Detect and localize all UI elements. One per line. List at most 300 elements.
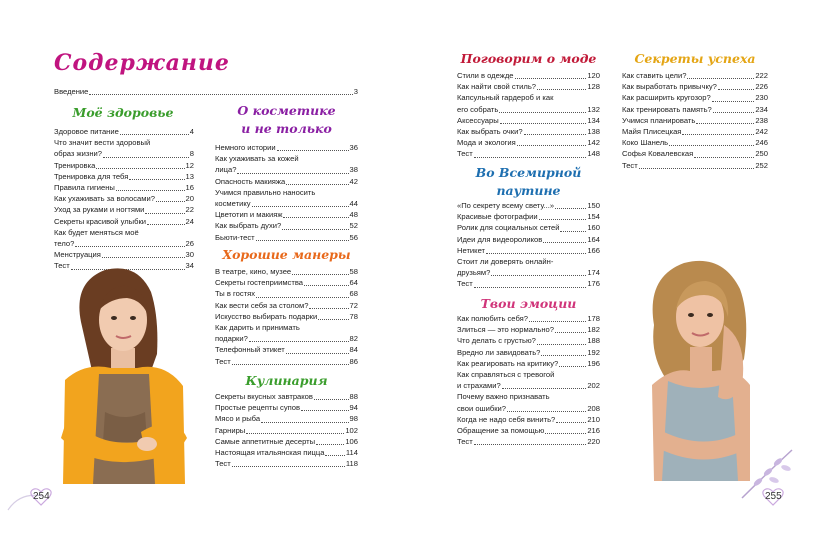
toc-page: 230 bbox=[755, 93, 768, 103]
section-title-cosmetics-1: О косметике bbox=[237, 103, 336, 118]
dot-leader bbox=[555, 332, 586, 333]
toc-title: В театре, кино, музее bbox=[215, 267, 292, 276]
toc-page: 164 bbox=[587, 234, 600, 244]
toc-entry bbox=[457, 245, 600, 256]
toc-title: подарки? bbox=[215, 334, 248, 344]
toc-page: 8 bbox=[189, 149, 194, 159]
dot-leader bbox=[515, 78, 587, 79]
toc-page: 16 bbox=[185, 183, 194, 193]
toc-page: 68 bbox=[349, 289, 358, 299]
toc-entry bbox=[457, 403, 600, 414]
dot-leader bbox=[669, 145, 754, 146]
toc-page: 250 bbox=[755, 149, 768, 159]
toc-entry bbox=[215, 402, 358, 413]
toc-entry bbox=[54, 227, 194, 238]
dot-leader bbox=[292, 274, 348, 275]
dot-leader bbox=[474, 157, 587, 158]
toc-page: 36 bbox=[349, 143, 358, 152]
toc-entry bbox=[215, 232, 358, 243]
toc-page: 226 bbox=[755, 82, 768, 92]
toc-page: 24 bbox=[185, 216, 194, 226]
section-title-success: Секреты успеха bbox=[634, 51, 756, 66]
toc-entry bbox=[215, 198, 358, 209]
toc-title: лица? bbox=[215, 165, 237, 175]
toc-entry bbox=[54, 216, 194, 227]
toc-page: 34 bbox=[185, 261, 194, 271]
toc-entry bbox=[622, 126, 768, 137]
toc-title: Уход за руками и ногтями bbox=[54, 205, 145, 215]
toc-title: Как будет меняться моё bbox=[54, 227, 139, 237]
toc-title: Бьюти-тест bbox=[215, 232, 255, 242]
toc-title: Менструация bbox=[54, 250, 101, 260]
toc-title: его собрать bbox=[457, 104, 499, 114]
toc-title: Аксессуары bbox=[457, 115, 499, 125]
toc-list-emotions bbox=[457, 313, 600, 447]
page-number-right: 255 bbox=[765, 491, 782, 502]
dot-leader bbox=[539, 219, 587, 220]
toc-entry bbox=[457, 126, 600, 137]
toc-title: Как выбрать духи? bbox=[215, 221, 282, 231]
section-title-cosmetics-2: и не только bbox=[241, 121, 332, 136]
toc-entry bbox=[54, 249, 194, 260]
toc-entry bbox=[215, 164, 358, 175]
toc-page: 22 bbox=[185, 205, 194, 215]
toc-page: 138 bbox=[587, 127, 600, 137]
toc-title: Как справляться с тревогой bbox=[457, 370, 555, 380]
toc-title: образ жизни? bbox=[54, 149, 102, 159]
toc-entry bbox=[215, 142, 358, 153]
toc-entry bbox=[457, 369, 600, 380]
dot-leader bbox=[103, 157, 189, 158]
toc-list-fashion bbox=[457, 70, 600, 160]
toc-page: 20 bbox=[185, 194, 194, 204]
toc-entry bbox=[457, 425, 600, 436]
dot-leader bbox=[102, 257, 185, 258]
toc-title: Нетикет bbox=[457, 245, 486, 255]
toc-title: Введение bbox=[54, 87, 89, 96]
dot-leader bbox=[499, 112, 586, 113]
toc-entry bbox=[54, 182, 194, 193]
toc-page: 42 bbox=[349, 176, 358, 186]
toc-title: Как ставить цели? bbox=[622, 71, 687, 80]
toc-page: 114 bbox=[345, 448, 358, 458]
dot-leader bbox=[318, 319, 348, 320]
girl-photo-left bbox=[55, 262, 195, 484]
toc-title: Как выбрать очки? bbox=[457, 127, 523, 137]
toc-title: Что значит вести здоровый bbox=[54, 138, 151, 148]
toc-entry bbox=[215, 153, 358, 164]
toc-title: Тест bbox=[54, 261, 70, 271]
dot-leader bbox=[256, 297, 349, 298]
toc-entry bbox=[457, 358, 600, 369]
toc-page: 160 bbox=[587, 223, 600, 233]
toc-page: 154 bbox=[587, 212, 600, 222]
toc-entry bbox=[622, 137, 768, 148]
dot-leader bbox=[537, 89, 586, 90]
toc-title: Ролик для социальных сетей bbox=[457, 223, 560, 233]
toc-page: 142 bbox=[587, 138, 600, 148]
toc-entry bbox=[457, 234, 600, 245]
toc-entry bbox=[215, 277, 358, 288]
toc-page: 216 bbox=[587, 426, 600, 436]
toc-entry bbox=[215, 356, 358, 367]
toc-entry bbox=[54, 160, 194, 171]
dot-leader bbox=[314, 399, 349, 400]
toc-page: 166 bbox=[587, 245, 600, 255]
toc-page: 120 bbox=[587, 71, 600, 80]
toc-title: Вредно ли завидовать? bbox=[457, 347, 541, 357]
toc-entry bbox=[622, 70, 768, 81]
toc-page: 128 bbox=[587, 82, 600, 92]
toc-title: Настоящая итальянская пицца bbox=[215, 448, 325, 458]
toc-entry bbox=[457, 70, 600, 81]
dot-leader bbox=[694, 157, 754, 158]
dot-leader bbox=[712, 101, 755, 102]
toc-title: Тест bbox=[215, 356, 231, 366]
dot-leader bbox=[249, 341, 349, 342]
toc-entry bbox=[215, 436, 358, 447]
toc-page: 98 bbox=[349, 414, 358, 424]
toc-page: 44 bbox=[349, 199, 358, 209]
toc-entry bbox=[457, 267, 600, 278]
toc-page: 86 bbox=[349, 356, 358, 366]
section-title-fashion: Поговорим о моде bbox=[460, 51, 597, 66]
toc-page: 208 bbox=[587, 403, 600, 413]
toc-title: Мода и экология bbox=[457, 138, 516, 148]
toc-title: Телефонный этикет bbox=[215, 345, 285, 355]
toc-page: 246 bbox=[755, 138, 768, 148]
section-title-web-2: паутине bbox=[496, 183, 561, 198]
toc-page: 222 bbox=[755, 71, 768, 80]
section-title-web-1: Во Всемирной bbox=[475, 165, 582, 180]
toc-page: 94 bbox=[349, 403, 358, 413]
toc-page: 82 bbox=[349, 334, 358, 344]
toc-title: Когда не надо себя винить? bbox=[457, 414, 556, 424]
toc-page: 58 bbox=[349, 267, 358, 276]
toc-title: Мясо и рыба bbox=[215, 414, 261, 424]
toc-page: 38 bbox=[349, 165, 358, 175]
toc-page: 188 bbox=[587, 336, 600, 346]
toc-page: 210 bbox=[587, 414, 600, 424]
toc-title: Тест bbox=[457, 149, 473, 159]
dot-leader bbox=[474, 444, 587, 445]
dot-leader bbox=[237, 173, 348, 174]
dot-leader bbox=[474, 287, 587, 288]
toc-title: Тренировка для тебя bbox=[54, 171, 129, 181]
dot-leader bbox=[486, 253, 586, 254]
toc-title: Как вести себя за столом? bbox=[215, 300, 309, 310]
dot-leader bbox=[491, 275, 586, 276]
toc-entry bbox=[54, 171, 194, 182]
toc-title: Как дарить и принимать bbox=[215, 323, 300, 333]
toc-title: косметику bbox=[215, 199, 251, 209]
toc-title: Как ухаживать за кожей bbox=[215, 154, 299, 164]
toc-title: Капсульный гардероб и как bbox=[457, 93, 554, 103]
toc-list-health bbox=[54, 126, 194, 272]
toc-page: 242 bbox=[755, 127, 768, 137]
toc-entry bbox=[457, 81, 600, 92]
dot-leader bbox=[283, 217, 348, 218]
dot-leader bbox=[543, 242, 586, 243]
toc-title: Обращение за помощью bbox=[457, 426, 545, 436]
toc-page: 192 bbox=[587, 347, 600, 357]
toc-title: Идеи для видеороликов bbox=[457, 234, 543, 244]
toc-entry bbox=[457, 256, 600, 267]
toc-entry bbox=[622, 148, 768, 159]
toc-title: Ты в гостях bbox=[215, 289, 256, 299]
toc-entry bbox=[457, 436, 600, 447]
toc-entry bbox=[54, 137, 194, 148]
toc-page: 102 bbox=[345, 425, 358, 435]
toc-entry bbox=[215, 176, 358, 187]
dot-leader bbox=[639, 168, 755, 169]
dot-leader bbox=[145, 213, 184, 214]
toc-title: Что делать с грустью? bbox=[457, 336, 536, 346]
toc-entry bbox=[457, 92, 600, 103]
toc-page: 150 bbox=[587, 201, 600, 210]
toc-title: Искусство выбирать подарки bbox=[215, 311, 318, 321]
toc-page: 118 bbox=[345, 459, 358, 469]
toc-page: 178 bbox=[587, 314, 600, 323]
toc-title: Как полюбить себя? bbox=[457, 314, 528, 323]
dot-leader bbox=[286, 353, 349, 354]
section-title-health: Моё здоровье bbox=[72, 105, 174, 120]
toc-entry bbox=[457, 115, 600, 126]
toc-title: Цветотип и макияж bbox=[215, 210, 283, 220]
page-number-left: 254 bbox=[33, 491, 50, 502]
toc-entry bbox=[215, 447, 358, 458]
dot-leader bbox=[507, 411, 586, 412]
toc-entry bbox=[622, 81, 768, 92]
toc-entry bbox=[457, 148, 600, 159]
toc-entry bbox=[54, 126, 194, 137]
dot-leader bbox=[261, 422, 348, 423]
toc-entry bbox=[457, 104, 600, 115]
toc-page: 148 bbox=[587, 149, 600, 159]
dot-leader bbox=[713, 112, 755, 113]
toc-entry bbox=[215, 209, 358, 220]
toc-page: 26 bbox=[185, 239, 194, 249]
dot-leader bbox=[129, 179, 184, 180]
toc-entry bbox=[457, 335, 600, 346]
toc-title: Злиться — это нормально? bbox=[457, 325, 554, 335]
dot-leader bbox=[277, 150, 349, 151]
section-title-emotions: Твои эмоции bbox=[480, 296, 577, 311]
toc-entry bbox=[215, 288, 358, 299]
toc-title: Тест bbox=[215, 459, 231, 469]
toc-title: Секреты вкусных завтраков bbox=[215, 392, 313, 401]
toc-title: Самые аппетитные десерты bbox=[215, 436, 316, 446]
toc-page: 174 bbox=[587, 268, 600, 278]
toc-page: 52 bbox=[349, 221, 358, 231]
toc-title: Тест bbox=[622, 160, 638, 170]
toc-page: 72 bbox=[349, 300, 358, 310]
dot-leader bbox=[545, 433, 586, 434]
toc-entry bbox=[215, 458, 358, 469]
dot-leader bbox=[541, 355, 586, 356]
dot-leader bbox=[524, 134, 587, 135]
toc-entry bbox=[457, 347, 600, 358]
toc-page: 176 bbox=[587, 279, 600, 289]
dot-leader bbox=[286, 184, 348, 185]
toc-entry bbox=[457, 391, 600, 402]
toc-entry bbox=[215, 344, 358, 355]
toc-title: Правила гигиены bbox=[54, 183, 115, 193]
toc-entry bbox=[457, 380, 600, 391]
dot-leader bbox=[116, 190, 185, 191]
toc-title: тело? bbox=[54, 239, 75, 249]
toc-entry bbox=[457, 200, 600, 211]
toc-entry bbox=[215, 266, 358, 277]
toc-page: 106 bbox=[345, 436, 358, 446]
toc-title: Стили в одежде bbox=[457, 71, 514, 80]
toc-entry bbox=[215, 391, 358, 402]
toc-entry bbox=[457, 414, 600, 425]
toc-entry bbox=[215, 333, 358, 344]
toc-title: друзьям? bbox=[457, 268, 491, 278]
dot-leader bbox=[559, 366, 586, 367]
toc-title: Коко Шанель bbox=[622, 138, 669, 148]
toc-title: Как реагировать на критику? bbox=[457, 358, 559, 368]
dot-leader bbox=[682, 134, 754, 135]
dot-leader bbox=[256, 240, 349, 241]
toc-page: 64 bbox=[349, 278, 358, 288]
dot-leader bbox=[304, 285, 349, 286]
toc-page: 220 bbox=[587, 437, 600, 447]
toc-page: 252 bbox=[755, 160, 768, 170]
dot-leader bbox=[120, 134, 189, 135]
toc-entry bbox=[457, 222, 600, 233]
toc-page: 56 bbox=[349, 232, 358, 242]
toc-title: Софья Ковалевская bbox=[622, 149, 694, 159]
toc-list-web bbox=[457, 200, 600, 290]
toc-entry bbox=[622, 115, 768, 126]
toc-page: 12 bbox=[185, 160, 194, 170]
toc-page: 238 bbox=[755, 115, 768, 125]
toc-title: Почему важно признавать bbox=[457, 392, 550, 402]
toc-page: 84 bbox=[349, 345, 358, 355]
dot-leader bbox=[537, 344, 586, 345]
dot-leader bbox=[282, 229, 348, 230]
toc-title: Гарниры bbox=[215, 425, 246, 435]
toc-title: Как ухаживать за волосами? bbox=[54, 194, 155, 204]
toc-list-manners bbox=[215, 266, 358, 367]
toc-page: 132 bbox=[587, 104, 600, 114]
toc-page: 3 bbox=[353, 87, 358, 96]
toc-title: Секреты красивой улыбки bbox=[54, 216, 147, 226]
toc-entry bbox=[215, 187, 358, 198]
toc-title: Как тренировать память? bbox=[622, 104, 712, 114]
toc-title: и страхами? bbox=[457, 381, 501, 391]
toc-title: Здоровое питание bbox=[54, 127, 119, 136]
toc-entry bbox=[622, 160, 768, 171]
toc-entry bbox=[54, 193, 194, 204]
toc-title: Опасность макияжа bbox=[215, 176, 286, 186]
toc-page: 4 bbox=[189, 127, 194, 136]
toc-title: Как выработать привычку? bbox=[622, 82, 717, 92]
dot-leader bbox=[529, 321, 586, 322]
toc-title: Учимся правильно наносить bbox=[215, 187, 316, 197]
toc-entry bbox=[54, 204, 194, 215]
toc-page: 88 bbox=[349, 392, 358, 401]
dot-leader bbox=[75, 246, 184, 247]
toc-page: 13 bbox=[185, 171, 194, 181]
dot-leader bbox=[232, 364, 349, 365]
toc-entry bbox=[54, 238, 194, 249]
toc-list-cooking bbox=[215, 391, 358, 469]
toc-list-success bbox=[622, 70, 768, 171]
toc-page: 202 bbox=[587, 381, 600, 391]
toc-entry bbox=[215, 425, 358, 436]
toc-title: Немного истории bbox=[215, 143, 276, 152]
toc-title: Стоит ли доверять онлайн- bbox=[457, 257, 554, 267]
toc-entry bbox=[622, 92, 768, 103]
toc-title: Тест bbox=[457, 437, 473, 447]
toc-page: 48 bbox=[349, 210, 358, 220]
dot-leader bbox=[156, 201, 185, 202]
dot-leader bbox=[718, 89, 754, 90]
toc-title: Учимся планировать bbox=[622, 115, 696, 125]
dot-leader bbox=[246, 433, 344, 434]
dot-leader bbox=[309, 308, 348, 309]
dot-leader bbox=[325, 455, 344, 456]
toc-title: свои ошибки? bbox=[457, 403, 507, 413]
dot-leader bbox=[502, 388, 587, 389]
dot-leader bbox=[556, 422, 586, 423]
toc-entry bbox=[457, 278, 600, 289]
dot-leader bbox=[232, 466, 345, 467]
toc-title: Майя Плисецкая bbox=[622, 127, 682, 137]
toc-entry bbox=[457, 211, 600, 222]
dot-leader bbox=[517, 145, 587, 146]
toc-title: Как найти свой стиль? bbox=[457, 82, 537, 92]
toc-page: 30 bbox=[185, 250, 194, 260]
section-title-cooking: Кулинария bbox=[245, 373, 328, 388]
toc-title: Секреты гостеприимства bbox=[215, 278, 303, 288]
toc-page: 182 bbox=[587, 325, 600, 335]
dot-leader bbox=[147, 224, 185, 225]
dot-leader bbox=[555, 208, 586, 209]
intro-row bbox=[54, 86, 358, 97]
toc-entry bbox=[54, 148, 194, 159]
dot-leader bbox=[96, 168, 184, 169]
toc-page: 234 bbox=[755, 104, 768, 114]
toc-entry bbox=[215, 311, 358, 322]
toc-page: 196 bbox=[587, 358, 600, 368]
toc-title: Тренировка bbox=[54, 160, 96, 170]
toc-title: Красивые фотографии bbox=[457, 212, 538, 222]
toc-entry bbox=[457, 137, 600, 148]
dot-leader bbox=[252, 206, 349, 207]
toc-page: 78 bbox=[349, 311, 358, 321]
dot-leader bbox=[301, 410, 349, 411]
page-title: Содержание bbox=[54, 50, 230, 76]
toc-title: Как расширить кругозор? bbox=[622, 93, 711, 103]
toc-title: «По секрету всему свету...» bbox=[457, 201, 555, 210]
dot-leader bbox=[560, 231, 586, 232]
dot-leader bbox=[696, 123, 754, 124]
dot-leader bbox=[687, 78, 754, 79]
toc-title: Тест bbox=[457, 279, 473, 289]
dot-leader bbox=[500, 123, 587, 124]
toc-entry bbox=[457, 324, 600, 335]
toc-entry bbox=[215, 220, 358, 231]
toc-entry bbox=[622, 104, 768, 115]
toc-list-cosmetics bbox=[215, 142, 358, 243]
toc-page: 134 bbox=[587, 115, 600, 125]
dot-leader bbox=[316, 444, 344, 445]
toc-entry bbox=[215, 413, 358, 424]
